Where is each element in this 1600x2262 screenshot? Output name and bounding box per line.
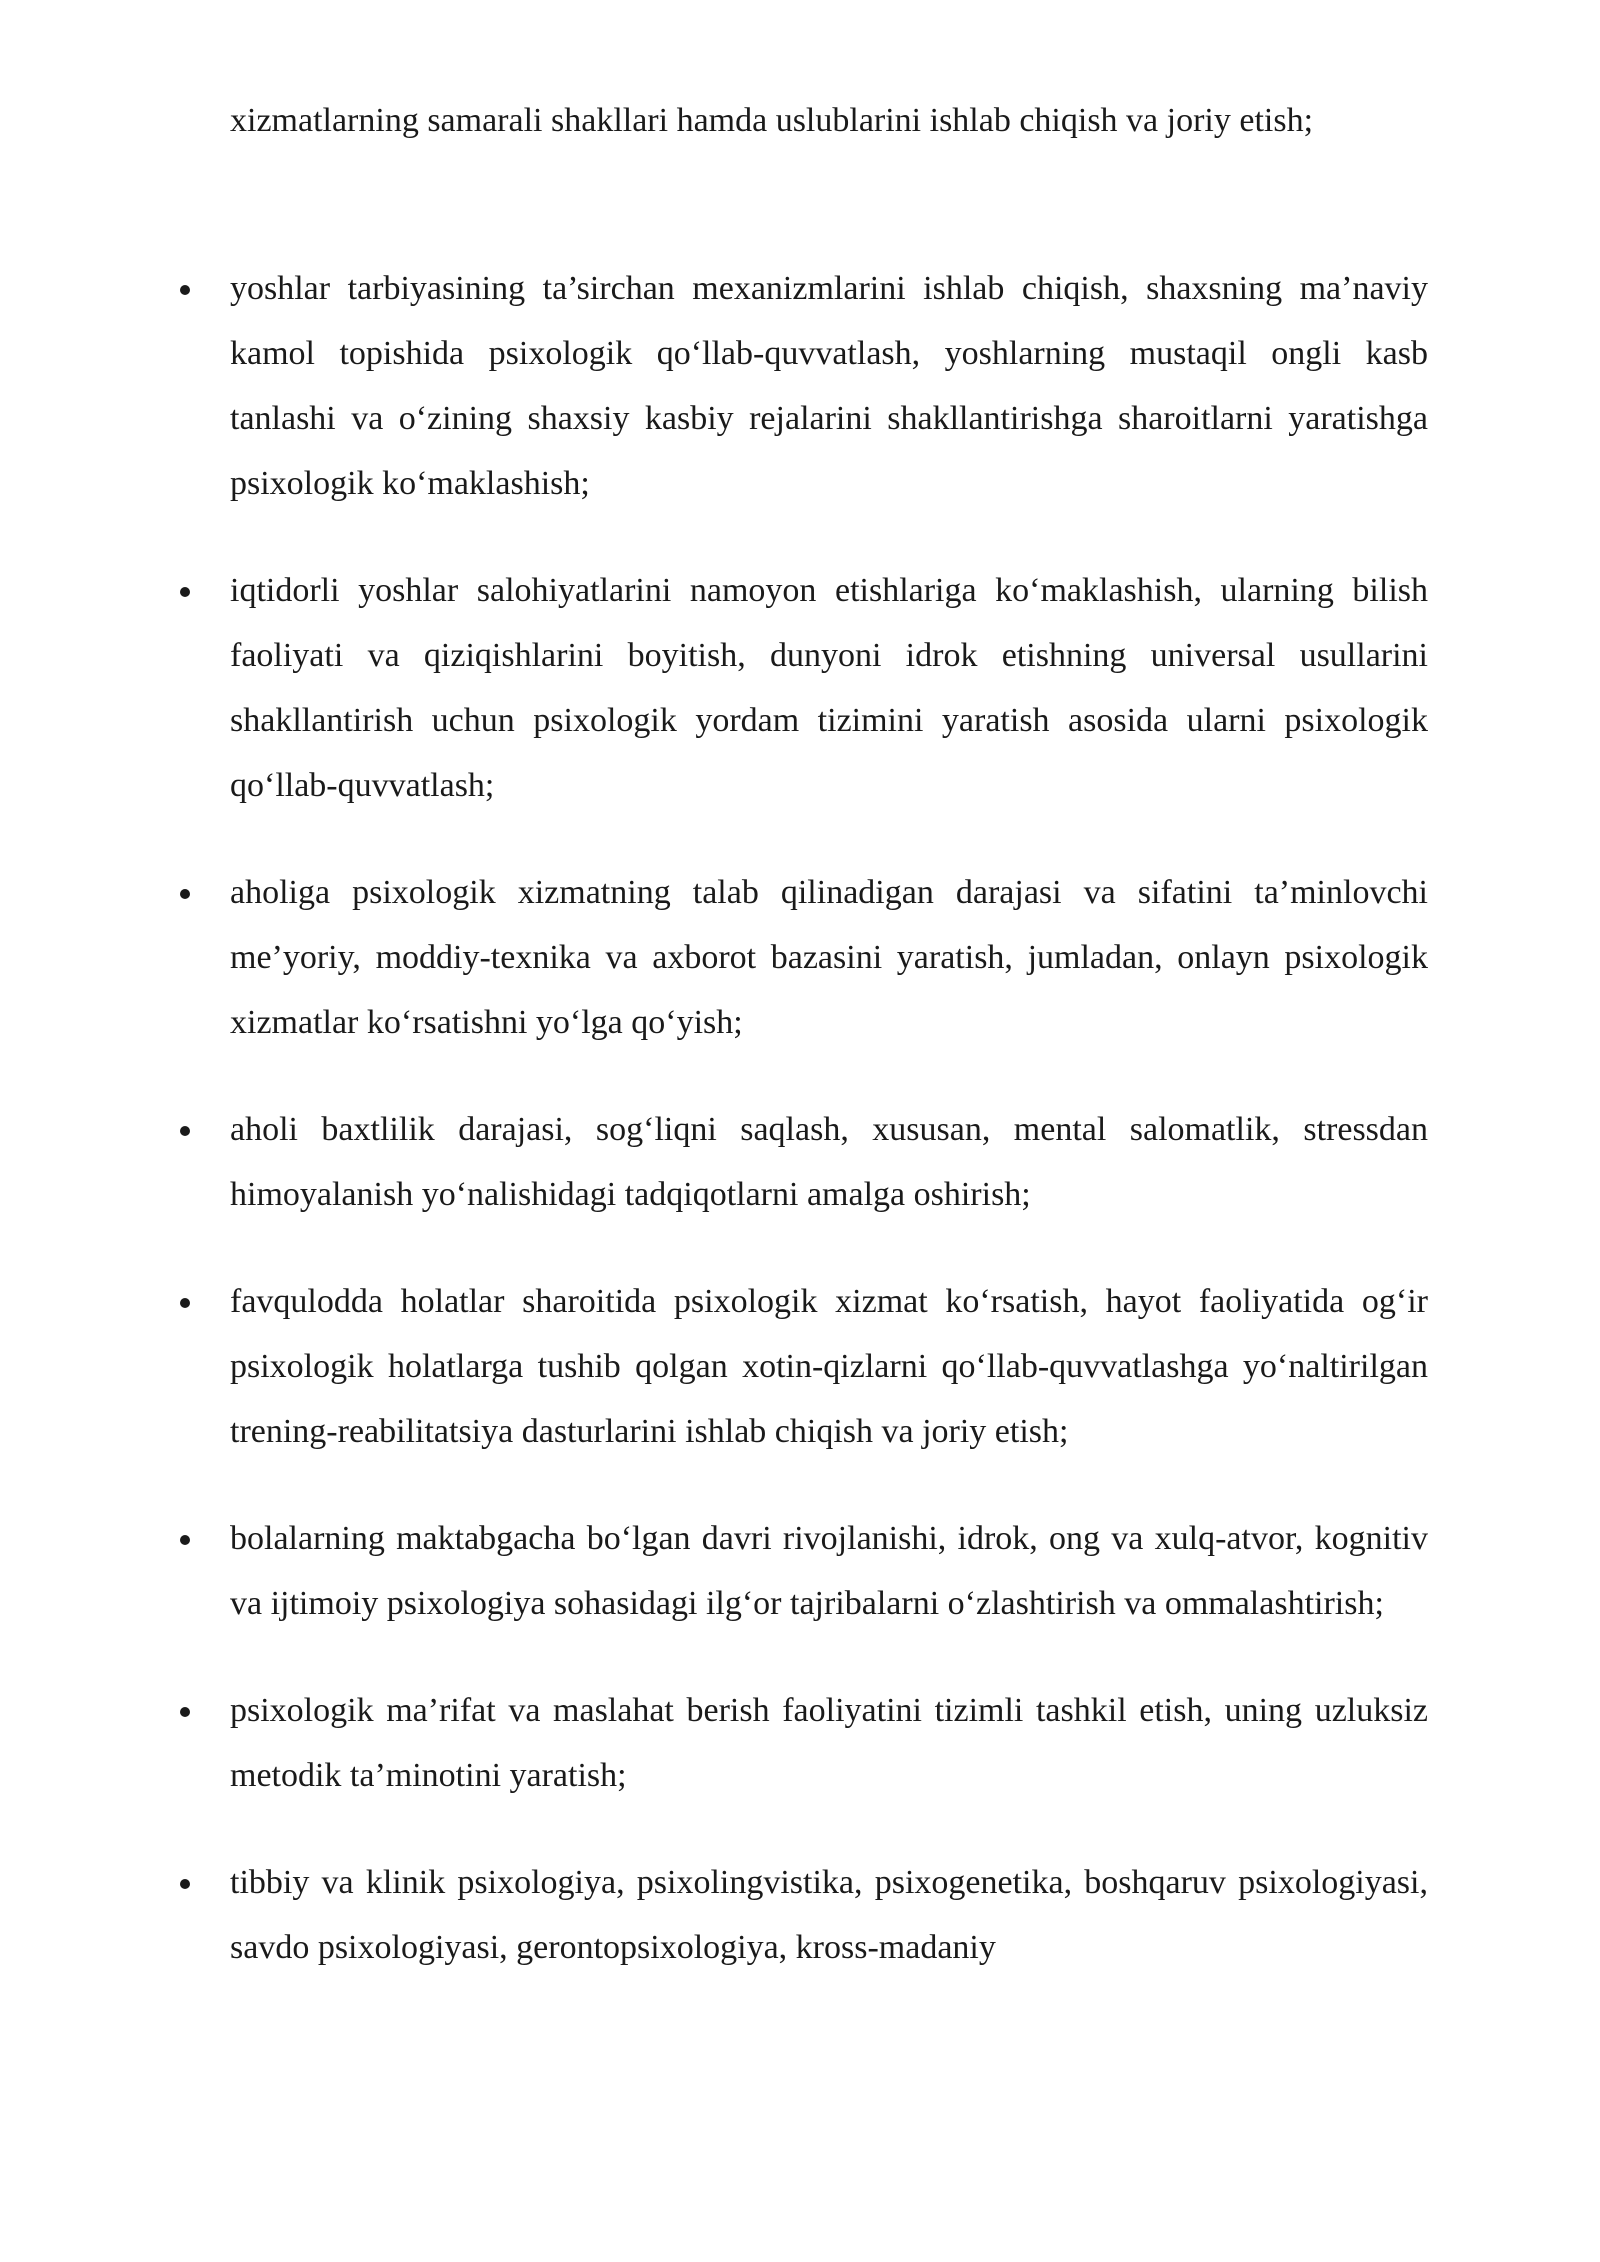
list-item — [230, 1850, 1428, 1980]
list-item — [230, 1269, 1428, 1464]
continuation-paragraph: xizmatlarning samarali shakllari hamda uslublarini ishlab chiqish va joriy etish; — [230, 102, 1314, 139]
bullet-icon — [180, 1126, 190, 1136]
list-item — [230, 1678, 1428, 1808]
bullet-list — [230, 256, 1428, 1980]
bullet-icon — [180, 1707, 190, 1717]
list-item-text: iqtidorli yoshlar salohiyatlarini namoyon etishlariga ko‘maklashish, ularning bilish faoliyati va qiziqishlarini boyitish, dunyoni idrok etishning universal usullarini shakllantirish uchun psixologik yordam tizimini yaratish asosida ularni psixologik qo‘llab-quvvatlash; — [230, 572, 1428, 804]
bullet-icon — [180, 889, 190, 899]
list-item-text: tibbiy va klinik psixologiya, psixolingvistika, psixogenetika, boshqaruv psixologiyasi, savdo psixologiyasi, gerontopsixologiya, kross-madaniy — [230, 1864, 1428, 1966]
list-item-text: bolalarning maktabgacha bo‘lgan davri rivojlanishi, idrok, ong va xulq-atvor, kognitiv va ijtimoiy psixologiya sohasidagi ilg‘or tajribalarni o‘zlashtirish va ommalashtirish; — [230, 1520, 1428, 1622]
list-item — [230, 1097, 1428, 1227]
bullet-icon — [180, 587, 190, 597]
bullet-icon — [180, 1879, 190, 1889]
list-item — [230, 1506, 1428, 1636]
list-item-text: favqulodda holatlar sharoitida psixologik xizmat ko‘rsatish, hayot faoliyatida og‘ir psixologik holatlarga tushib qolgan xotin-qizlarni qo‘llab-quvvatlashga yo‘naltirilgan trening-reabilitatsiya dasturlarini ishlab chiqish va joriy etish; — [230, 1283, 1428, 1450]
list-item-text: aholiga psixologik xizmatning talab qilinadigan darajasi va sifatini ta’minlovchi me’yoriy, moddiy-texnika va axborot bazasini yaratish, jumladan, onlayn psixologik xizmatlar ko‘rsatishni yo‘lga qo‘yish; — [230, 874, 1428, 1041]
list-item-text: yoshlar tarbiyasining ta’sirchan mexanizmlarini ishlab chiqish, shaxsning ma’naviy kamol topishida psixologik qo‘llab-quvvatlash, yoshlarning mustaqil ongli kasb tanlashi va o‘zining shaxsiy kasbiy rejalarini shakllantirishga sharoitlarni yaratishga psixologik ko‘maklashish; — [230, 270, 1428, 502]
list-item — [230, 256, 1428, 516]
list-item-text: aholi baxtlilik darajasi, sog‘liqni saqlash, xususan, mental salomatlik, stressdan himoyalanish yo‘nalishidagi tadqiqotlarni amalga oshirish; — [230, 1111, 1428, 1213]
bullet-icon — [180, 1535, 190, 1545]
bullet-icon — [180, 1298, 190, 1308]
list-item-text: psixologik ma’rifat va maslahat berish faoliyatini tizimli tashkil etish, uning uzluksiz metodik ta’minotini yaratish; — [230, 1692, 1428, 1794]
bullet-icon — [180, 285, 190, 295]
list-item — [230, 558, 1428, 818]
list-item — [230, 860, 1428, 1055]
